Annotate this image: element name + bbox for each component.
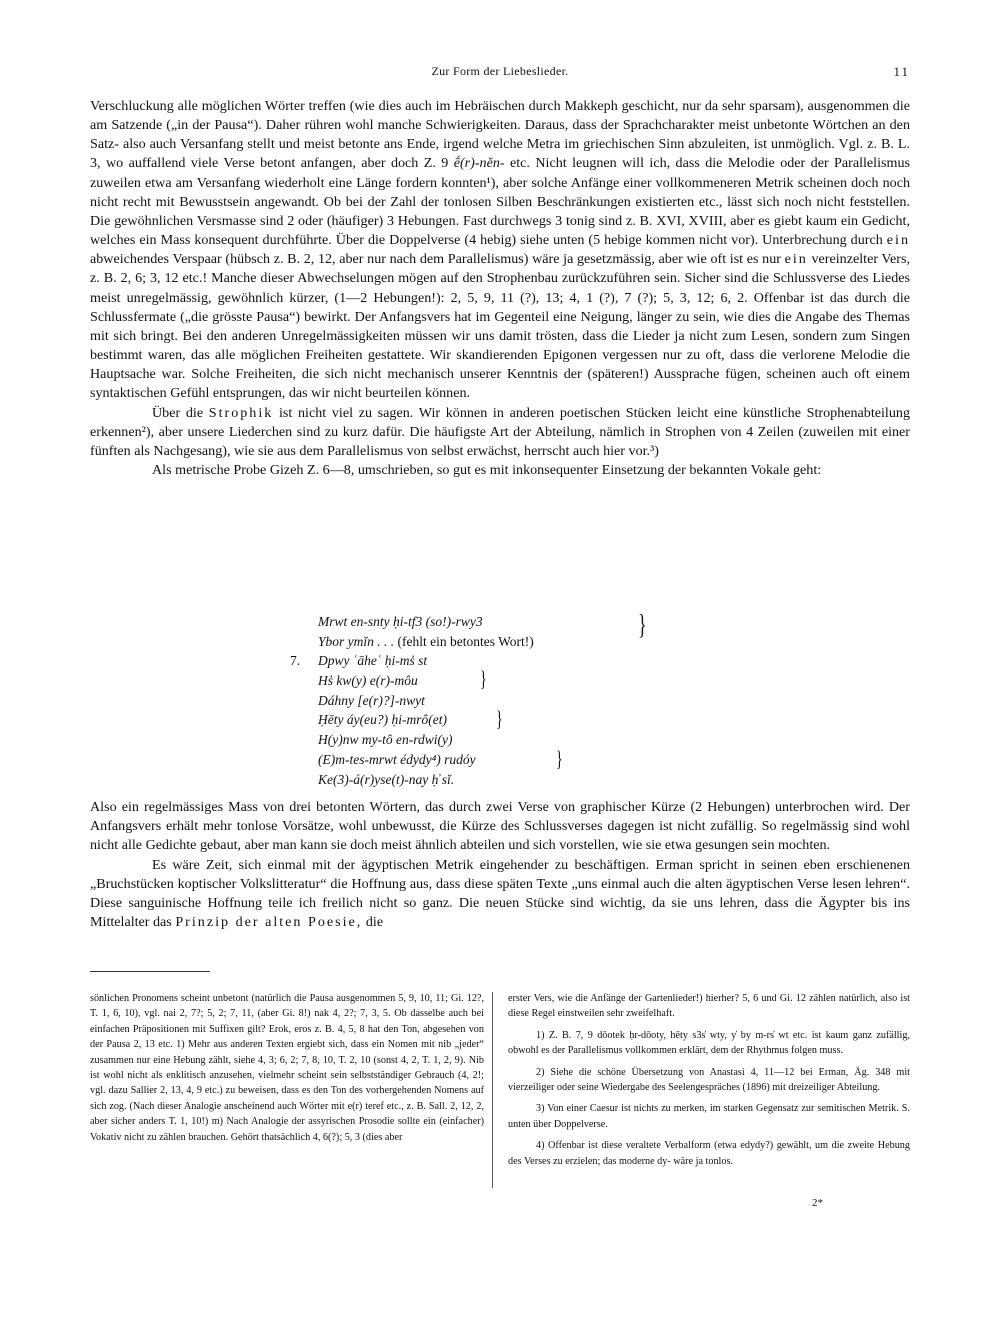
brace-icon: }	[480, 668, 487, 693]
p2-text-a: Über die	[152, 404, 209, 421]
paragraph-5: Es wäre Zeit, sich einmal mit der ägyptischen Metrik eingehender zu beschäftigen. Erman spricht in seinen eben erschienenen „Bruchstücken koptischer Volkslitteratur“ die Hoffnung aus, dass diese späten Texte „uns einmal auch die alten ägyptischen Verse lesen lehren“. Diese sanguinische Hoffnung teile ich freilich nicht so ganz. Die neuen Stücke sind wichtig, da sie uns lehren, dass die Ägypter bis ins Mittelalter das Prinzip der alten Poesie, die	[90, 856, 910, 931]
footnotes-right-column	[508, 991, 910, 1175]
paragraph-1	[90, 97, 910, 404]
paragraph-4: Also ein regelmässiges Mass von drei betonten Wörtern, das durch zwei Verse von graphischer Kürze (2 Hebungen) unterbrochen wird. Der Anfangsvers erhält mehr tonlose Vorsätze, wohl unbewusst, die Kürze des Schlussverses dagegen ist nicht zufällig. So regelmässig sind wohl nicht alle Gedichte gebaut, aber man kann sie doch meist ähnlich abteilen und sich vorstellen, wie sie etwa gesungen sein mochten.	[90, 799, 910, 854]
p1-spaced-ein: ein	[886, 232, 910, 249]
p1-spaced-ein-2: ein	[784, 251, 808, 268]
verse-line: H(y)nw my-tô en-rdwi(y)	[318, 732, 453, 748]
p1-text-g: vereinzelter Vers, z. B. 2, 6; 3, 12 etc.! Manche dieser Abwechselungen mögen auf den Strophenbau zurückzuführen sein. Sicher sind die Schlussverse des Liedes meist unregelmässig, gewöhnlich kürzer, (1—2 Hebungen!): 2, 5, 9, 11 (?), 13; 4, 1 (?), 7 (?); 5, 3, 12; 6, 2. Offenbar ist das durch die Schlussfermate („die grösste Pausa“) bewirkt. Der Anfangsvers hat im Gegenteil eine Neigung, länger zu sein, wie dies die Angabe des Themas mit sich bringt. Bei den anderen Unregelmässigkeiten müssen wir uns damit trösten, dass die Lieder ja nicht zum Lesen, sondern zum Singen bestimmt waren, das alle möglichen Freiheiten gestattete. Wir skandierenden Epigonen vergessen nur zu oft, dass die verlorene Melodie die Hauptsache war. Solche Freiheiten, die sich nicht mechanisch unserer Kenntnis der (späteren!) Aussprache fügen, scheinen auch oft einem syntaktischen Gefühl entsprungen, das wir nicht beurteilen können.	[90, 251, 910, 402]
footnote-1: 1) Z. B. 7, 9 dōotek ḥr-dōoty, hēty s3s̓ wty, y̓ by m-rs̓ wt etc. ist kaum ganz zufällig, obwohl es der Parallelismus vollkommen erklärt, dem der Rhythmus folgen muss.	[508, 1029, 910, 1057]
main-text-lower	[90, 798, 910, 932]
verse-sample	[290, 608, 678, 789]
p1-text-e: abweichendes Verspaar (hübsch z. B. 2, 12, aber nur nach dem Parallelismus) wäre ja gesetzmässig, aber wie oft ist es nur	[90, 251, 785, 268]
p5-spaced-prinzip: Prinzip der alten Poesie,	[175, 914, 363, 931]
page-header	[90, 64, 910, 84]
verse-number: 7.	[290, 653, 301, 669]
running-title: Zur Form der Liebeslieder.	[431, 64, 569, 78]
brace-icon: }	[556, 748, 563, 773]
footnote-continuation: erster Vers, wie die Anfänge der Gartenlieder!) hierher? 5, 6 und Gi. 12 zählen natürlich, also ist diese Regel einstweilen sehr zweifelhaft.	[508, 993, 910, 1020]
verse-line: Dáhny [e(r)?]-nwyt	[318, 692, 425, 708]
main-text-upper	[90, 97, 910, 480]
verse-line: Ybor ymĭn . . . (fehlt ein betontes Wort!)	[318, 633, 534, 649]
verse-line: Ke(3)-á(r)yse(t)-nay ḥ̓ sĭ.	[318, 771, 455, 787]
brace-icon: }	[638, 608, 647, 641]
p1-text-a: Verschluckung alle möglichen Wörter treffen (wie dies auch im Hebräischen durch Makkeph geschicht, nur da sehr sparsam), ausgenommen die am Satzende („in der Pausa“). Daher rühren wohl manche Schwierigkeiten. Daraus, dass der Sprachcharakter meist unbetonte Wörtchen an den Satz- also auch Versanfang stellt und meist betonte ans Ende, irgend welche Metra im griechischen Sinn abzuleiten, ist unmöglich. Vgl. z. B. L. 3, wo auffallend viele Verse betont anfangen, aber doch Z. 9	[90, 98, 910, 172]
footnote-2: 2) Siehe die schöne Übersetzung von Anastasi 4, 11—12 bei Erman, Äg. 348 mit vierzeiliger oder seine Wiedergabe des Seelengespräches (1896) mit dreizeiliger Abteilung.	[508, 1066, 910, 1094]
p1-italic: ḗ(r)-nĕn-	[453, 155, 505, 172]
footnote-3: 3) Von einer Caesur ist nichts zu merken, im starken Gegensatz zur semitischen Metrik. S. unten über Doppelverse.	[508, 1103, 910, 1130]
verse-line: (E)m-tes-mrwt édydy⁴) rudóy	[318, 751, 476, 767]
paragraph-3: Als metrische Probe Gizeh Z. 6—8, umschrieben, so gut es mit inkonsequenter Einsetzung der bekannten Vokale geht:	[152, 461, 822, 478]
verse-line: Mrwt en-snty ḥi-tf3 (so!)-rwy3	[318, 614, 483, 629]
verse-line: 7. Dpwy ʿāheʿ ḥi-ms̓ st	[318, 651, 678, 671]
column-divider	[492, 992, 493, 1188]
signature-mark: 2*	[812, 1197, 823, 1209]
footnotes-left-column: sönlichen Pronomens scheint unbetont (natürlich die Pausa ausgenommen 5, 9, 10, 11; Gi. 12?, T. 1, 6, 10), vgl. nai 2, 7?; 5, 2; 7, 11, (aber Gi. 8!) nak 4, 2?; 7, 3, 5. Ob dasselbe auch bei einfachen Präpositionen mit Suffixen gilt? Erok, eros z. B. 4, 5, 8 hat den Ton, abgesehen von der Pausa 2, 13 etc. 1) Mehr aus anderen Texten ergiebt sich, dass ein Nomen mit nib „jeder“ zusammen nur eine Hebung zählt, siehe 4, 3; 6, 2; 7, 8, 10, T. 2, 10 (sonst 4, 2, T. 1, 2, 9). Nib ist wohl nicht als enklitisch anzusehen, vielmehr scheint sein selbstständiger Gebrauch (4, 2!; vgl. dazu Sallier 2, 13, 4, 9 etc.) zu beweisen, dass es den Ton des vorhergehenden Nomens auf sich zog. (Nach dieser Analogie anscheinend auch Wörter mit e(r) teref etc., z. B. Sall. 2, 12, 2, aber sicher anders T. 1, 10!) m) Nach Analogie der assyrischen Prosodie sollte ein (einfacher) Vokativ nicht zu zählen brauchen. Gehört thatsächlich 4, 6(?); 5, 3 (dies aber	[90, 993, 484, 1143]
p2-spaced-strophik: Strophik	[208, 404, 274, 421]
verse-line: Ḥēty áy(eu?) ḥi-mrô(et)	[318, 712, 447, 728]
footnote-separator	[90, 971, 210, 972]
page-number: 11	[893, 64, 910, 79]
p2-text-c: ist nicht viel zu sagen. Wir können in anderen poetischen Stücken leicht eine künstliche Strophenabteilung erkennen²), aber unsere Liederchen sind zu kurz dafür. Die häufigste Art der Abteilung, nämlich in Strophen von 4 Zeilen (zuweilen mit einer fünften als Nachgesang), wie sie aus dem Parallelismus von selbst erwächst, herrscht auch hier vor.³)	[90, 404, 910, 459]
verse-line: Hs̓ kw(y) e(r)-môu	[318, 673, 418, 689]
p1-text-c: etc. Nicht leugnen will ich, dass die Melodie oder der Parallelismus zuweilen etwa am Versanfang wiederholt eine Länge fordern konnten¹), aber solche Anfänge einer vollkommeneren Metrik scheinen doch noch nicht recht mit Bewusstsein angewandt. Ob bei der Zahl der tonlosen Silben Beschränkungen existierten etc., lässt sich noch nicht feststellen. Die gewöhnlichen Versmasse sind 2 oder (häufiger) 3 Hebungen. Fast durchwegs 3 tonig sind z. B. XVI, XVIII, aber es giebt kaum ein Gedicht, welches ein Mass konsequent durchführte. Über die Doppelverse (4 hebig) siehe unten (5 hebige kommen nicht vor). Unterbrechung durch	[90, 155, 910, 249]
paragraph-2	[90, 404, 910, 461]
footnote-4: 4) Offenbar ist diese veraltete Verbalform (etwa edydy?) gewählt, um die zweite Hebung des Verses zu erzielen; das moderne dy- wäre ja tonlos.	[508, 1140, 910, 1167]
brace-icon: }	[496, 708, 503, 733]
